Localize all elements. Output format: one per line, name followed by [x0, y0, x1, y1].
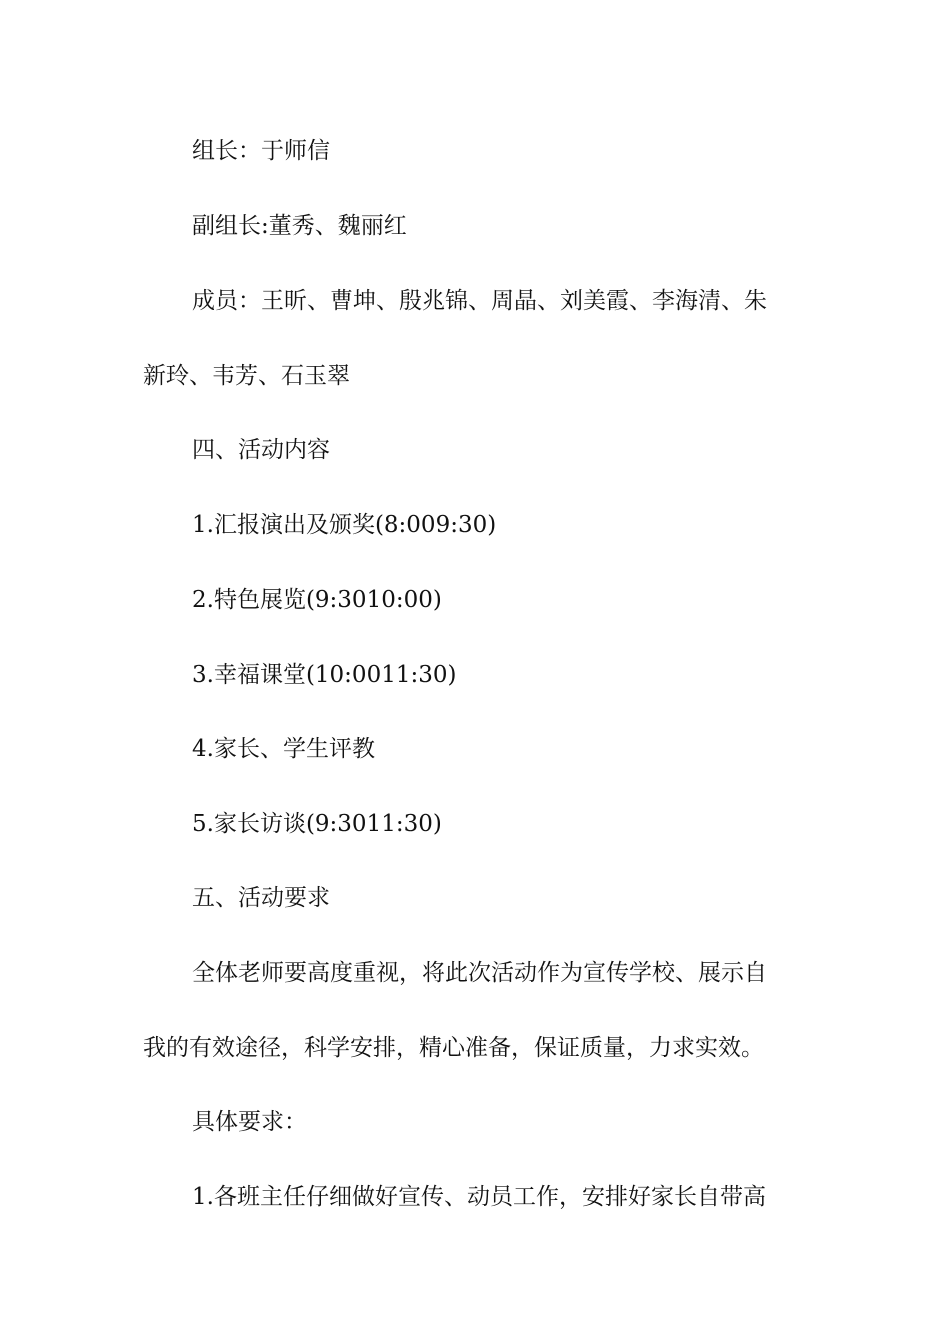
specific-requirements-heading: 具体要求：	[192, 1109, 307, 1135]
section-heading-activity-content: 四、活动内容	[192, 437, 330, 463]
group-leader-line: 组长：于师信	[192, 138, 330, 164]
requirement-item-1: 1.各班主任仔细做好宣传、动员工作，安排好家长自带高	[192, 1184, 766, 1210]
activity-item-3: 3.幸福课堂(10:0011:30)	[192, 662, 457, 688]
activity-item-4: 4.家长、学生评教	[192, 736, 375, 762]
deputy-leader-line: 副组长:董秀、魏丽红	[192, 213, 407, 239]
requirements-paragraph-line-2: 我的有效途径，科学安排，精心准备，保证质量，力求实效。	[143, 1035, 764, 1061]
activity-item-2: 2.特色展览(9:3010:00)	[192, 587, 442, 613]
activity-item-5: 5.家长访谈(9:3011:30)	[192, 811, 442, 837]
requirements-paragraph-line-1: 全体老师要高度重视，将此次活动作为宣传学校、展示自	[192, 960, 767, 986]
members-line-continued: 新玲、韦芳、石玉翠	[143, 363, 350, 389]
section-heading-activity-requirements: 五、活动要求	[192, 885, 330, 911]
members-line: 成员：王昕、曹坤、殷兆锦、周晶、刘美霞、李海清、朱	[192, 288, 767, 314]
activity-item-1: 1.汇报演出及颁奖(8:009:30)	[192, 512, 497, 538]
